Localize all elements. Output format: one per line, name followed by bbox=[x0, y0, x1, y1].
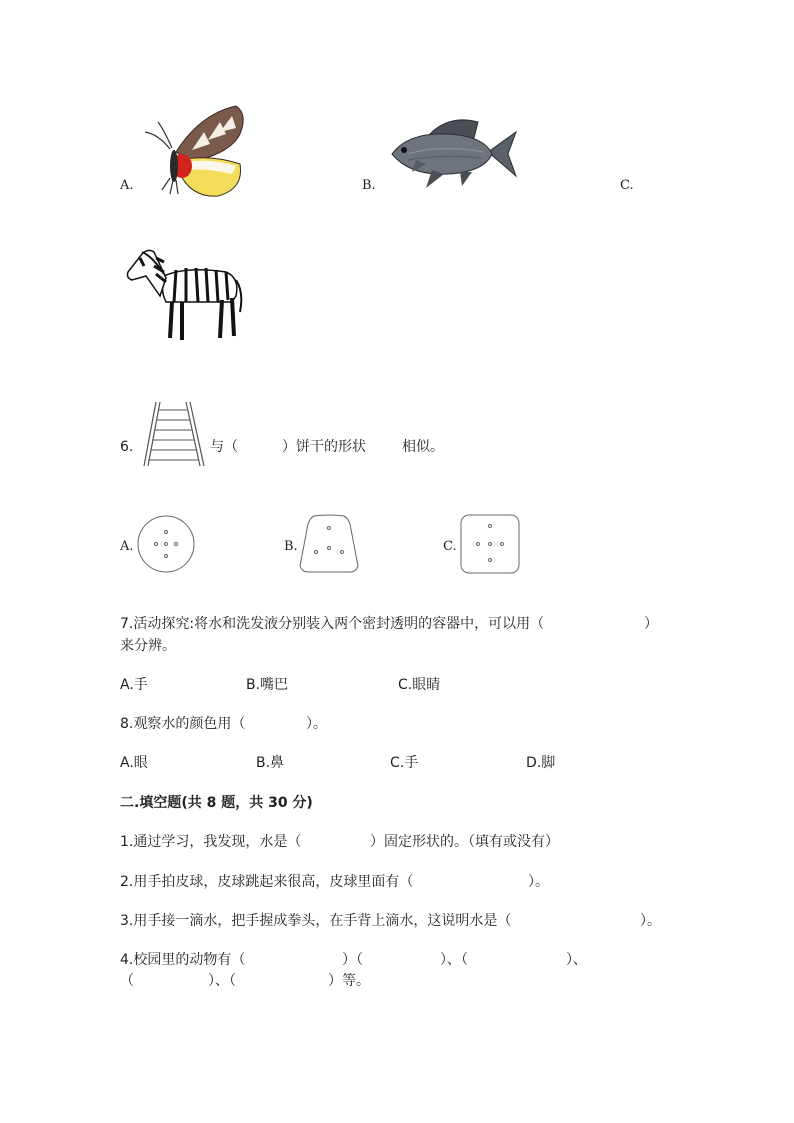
question-7-line-1-close: ） bbox=[644, 616, 658, 632]
fill-question-4-part-d: ）、 bbox=[566, 952, 587, 968]
fill-question-3-end: ）。 bbox=[640, 913, 661, 929]
fill-question-1: 1.通过学习，我发现，水是（ bbox=[120, 834, 302, 850]
q8-option-c: C.手 bbox=[390, 755, 419, 771]
question-6-text-after: ）饼干的形状 bbox=[282, 439, 366, 455]
fill-question-2-end: ）。 bbox=[528, 874, 549, 890]
q7-option-b: B.嘴巴 bbox=[246, 677, 289, 693]
fill-question-1-end: ）固定形状的。（填有或没有） bbox=[370, 834, 559, 850]
q6-option-c-label: C. bbox=[443, 539, 457, 554]
q6-option-a-label: A. bbox=[120, 539, 134, 554]
question-6-text-before: 与（ bbox=[210, 439, 238, 455]
section-2-title: 二.填空题(共 8 题，共 30 分) bbox=[120, 795, 313, 811]
question-7-line-1: 7.活动探究:将水和洗发液分别装入两个密封透明的容器中，可以用（ bbox=[120, 616, 545, 632]
q6-option-b-label: B. bbox=[284, 539, 298, 554]
zebra-picture bbox=[126, 246, 244, 344]
q8-option-a: A.眼 bbox=[120, 755, 148, 771]
q8-option-b: B.鼻 bbox=[256, 755, 285, 771]
question-6-number: 6. bbox=[120, 439, 134, 455]
fill-question-4-part-f: ）、（ bbox=[208, 973, 236, 989]
question-8-text-close: ）。 bbox=[306, 716, 327, 732]
butterfly-picture bbox=[140, 104, 250, 199]
fill-question-3: 3.用手接一滴水，把手握成拳头，在手背上滴水，这说明水是（ bbox=[120, 913, 512, 929]
option-c-label: C. bbox=[620, 178, 634, 193]
fill-question-4-part-g: ）等。 bbox=[328, 973, 370, 989]
fill-question-4-part-b: ）（ bbox=[342, 952, 363, 968]
q7-option-c: C.眼睛 bbox=[398, 677, 441, 693]
question-6-text-end: 相似。 bbox=[402, 439, 444, 455]
fill-question-4-part-c: ）、（ bbox=[440, 952, 468, 968]
question-8-text: 8.观察水的颜色用（ bbox=[120, 716, 246, 732]
round-cookie bbox=[136, 514, 196, 574]
question-7-line-2: 来分辨。 bbox=[120, 638, 176, 654]
fill-question-2: 2.用手拍皮球，皮球跳起来很高，皮球里面有（ bbox=[120, 874, 414, 890]
fill-question-4-part-e: （ bbox=[120, 973, 134, 989]
option-a-label: A. bbox=[120, 178, 134, 193]
q7-option-a: A.手 bbox=[120, 677, 148, 693]
option-b-label: B. bbox=[362, 178, 376, 193]
fill-question-4-part-a: 4.校园里的动物有（ bbox=[120, 952, 246, 968]
square-cookie bbox=[460, 514, 520, 574]
fish-picture bbox=[388, 114, 518, 194]
trapezoid-cookie bbox=[298, 512, 360, 574]
ladder-picture bbox=[140, 400, 206, 468]
q8-option-d: D.脚 bbox=[526, 755, 556, 771]
